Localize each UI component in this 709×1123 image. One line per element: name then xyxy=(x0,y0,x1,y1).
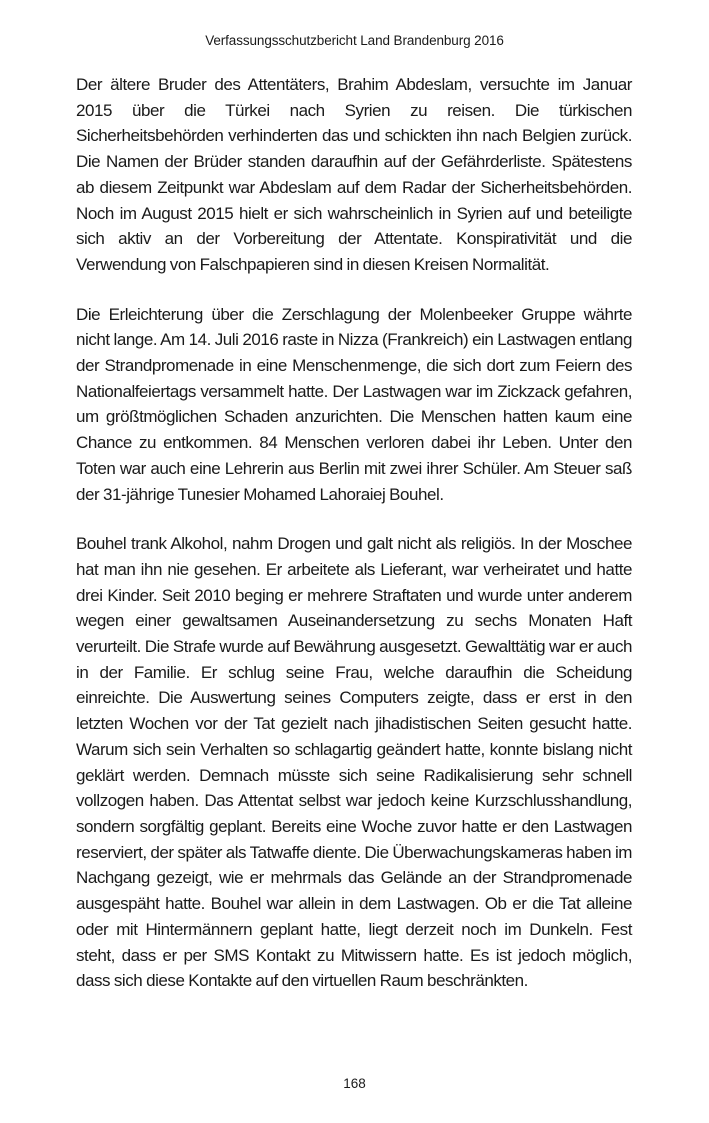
page-number: 168 xyxy=(343,1076,366,1091)
paragraph: Der ältere Bruder des Attentäters, Brahim Abdeslam, versuchte im Januar 2015 über die Türkei nach Syrien zu reisen. Die türkischen Sicherheitsbehörden verhinderten das und schickten ihn nach Belgien zurück. Die Namen der Brüder standen daraufhin auf der Gefährderliste. Spätestens ab diesem Zeitpunkt war Abdeslam auf dem Radar der Sicherheitsbehörden. Noch im August 2015 hielt er sich wahrscheinlich in Syrien auf und beteiligte sich aktiv an der Vorbereitung der Attentate. Konspirativität und die Verwendung von Falschpapieren sind in diesen Kreisen Normalität. xyxy=(76,75,632,274)
paragraph: Bouhel trank Alkohol, nahm Drogen und galt nicht als religiös. In der Moschee hat man ihn nie gesehen. Er arbeitete als Lieferant, war verheiratet und hatte drei Kinder. Seit 2010 beging er mehrere Straftaten und wurde unter anderem wegen einer gewaltsamen Auseinandersetzung zu sechs Monaten Haft verurteilt. Die Strafe wurde auf Bewährung ausgesetzt. Gewalttätig war er auch in der Familie. Er schlug seine Frau, welche daraufhin die Scheidung einreichte. Die Auswertung seines Computers zeigte, dass er erst in den letzten Wochen vor der Tat gezielt nach jihadistischen Seiten gesucht hatte. Warum sich sein Verhalten so schlagartig geändert hatte, konnte bislang nicht geklärt werden. Demnach müsste sich seine Radikalisierung sehr schnell vollzogen haben. Das Attentat selbst war jedoch keine Kurzschlusshandlung, sondern sorgfältig geplant. Bereits eine Woche zuvor hatte er den Lastwagen reserviert, der später als Tatwaffe diente. Die Überwachungskameras haben im Nachgang gezeigt, wie er mehrmals das Gelände an der Strandpromenade ausgespäht hatte. Bouhel war allein in dem Lastwagen. Ob er die Tat alleine oder mit Hintermännern geplant hatte, liegt derzeit noch im Dunkeln. Fest steht, dass er per SMS Kontakt zu Mitwissern hatte. Es ist jedoch möglich, dass sich diese Kontakte auf den virtuellen Raum beschränkten. xyxy=(76,534,632,991)
running-header: Verfassungsschutzbericht Land Brandenburg 2016 xyxy=(205,33,504,48)
body-text xyxy=(76,72,632,994)
paragraph: Die Erleichterung über die Zerschlagung der Molenbeeker Gruppe währte nicht lange. Am 14. Juli 2016 raste in Nizza (Frankreich) ein Lastwagen entlang der Strandpromenade in eine Menschenmenge, die sich dort zum Feiern des Nationalfeiertags versammelt hatte. Der Lastwagen war im Zickzack gefahren, um größtmöglichen Schaden anzurichten. Die Menschen hatten kaum eine Chance zu entkommen. 84 Menschen verloren dabei ihr Leben. Unter den Toten war auch eine Lehrerin aus Berlin mit zwei ihrer Schüler. Am Steuer saß der 31-jährige Tunesier Mohamed Lahoraiej Bouhel. xyxy=(76,304,632,504)
